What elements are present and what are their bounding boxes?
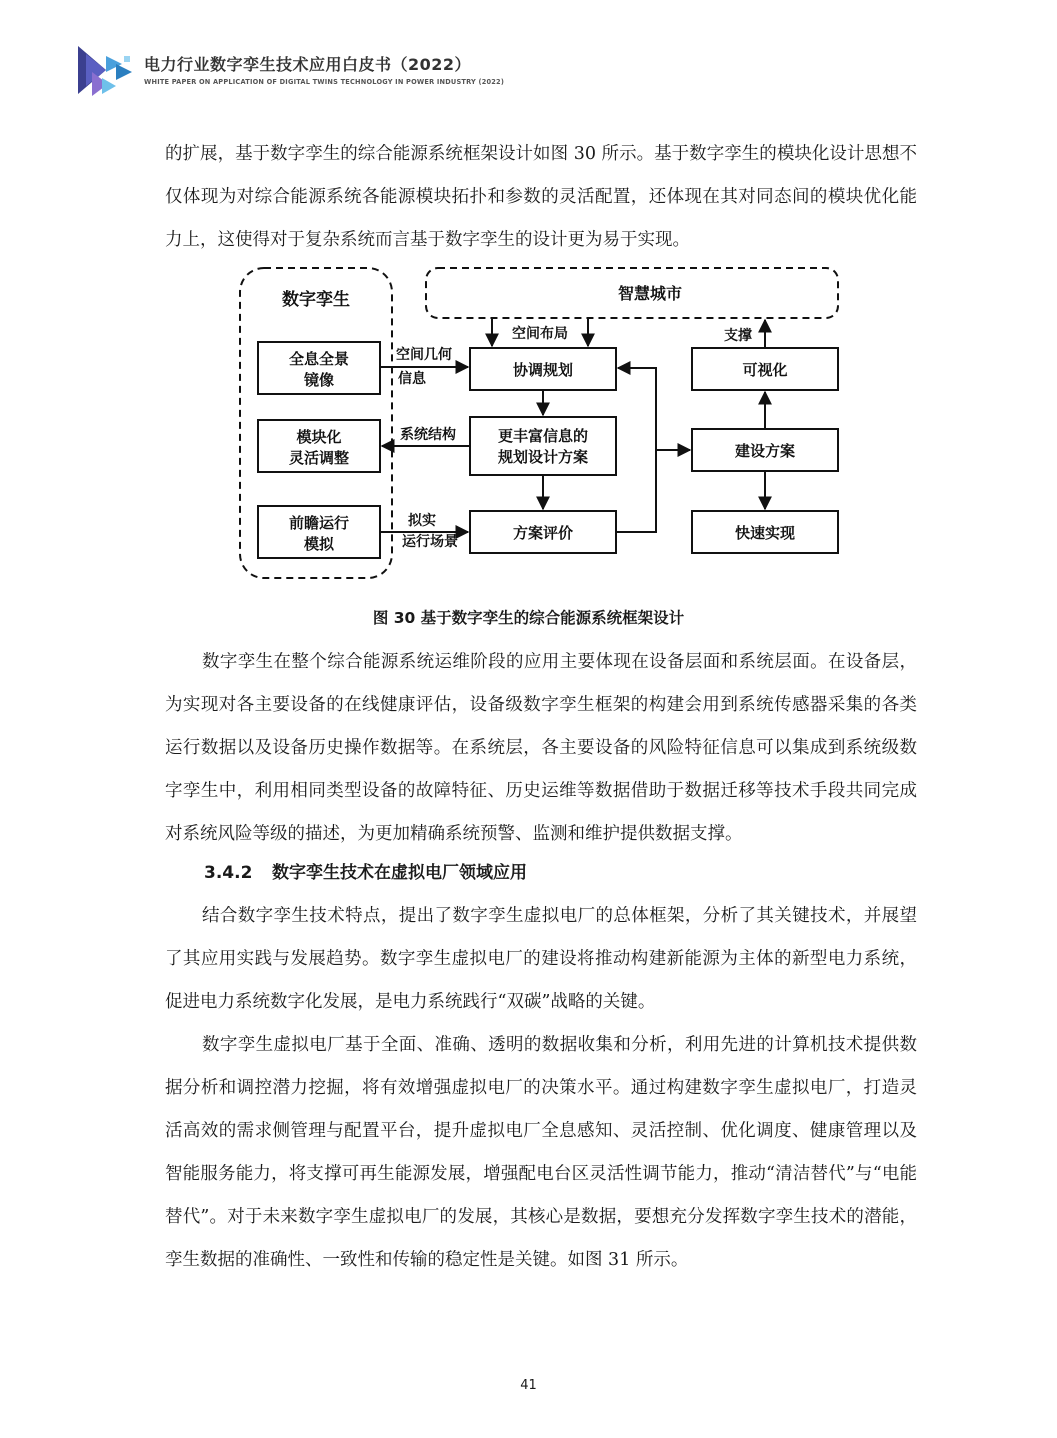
label-spatial-layout: 空间布局 [512, 326, 568, 342]
twin-box3-line2: 模拟 [303, 535, 335, 553]
label-spatial-geometry-1: 空间几何 [396, 347, 452, 363]
svg-text:建设方案: 建设方案 [734, 442, 796, 460]
paragraph-maintenance: 数字孪生在整个综合能源系统运维阶段的应用主要体现在设备层面和系统层面。在设备层，为实现对各主要设备的在线健康评估，设备级数字孪生框架的构建会用到系统传感器采集的各类运行数据以及设备历史操作数据等。在系统层，各主要设备的风险特征信息可以集成到系统级数字孪生中，利用相同类型设备的故障特征、历史运维等数据借助于数据迁移等技术手段共同完成对系统风险等级的描述，为更加精确系统预警、监测和维护提供数据支撑。 [165, 652, 917, 844]
section-title: 数字孪生技术在虚拟电厂领域应用 [272, 863, 527, 883]
section-number: 3.4.2 [204, 863, 253, 883]
label-system-structure: 系统结构 [400, 427, 456, 443]
box-coordinated-planning [470, 348, 616, 390]
box-richer-plan [470, 417, 616, 475]
section-heading [204, 858, 527, 883]
twin-box3-line1: 前瞻运行 [288, 514, 350, 532]
paragraph-intro: 的扩展，基于数字孪生的综合能源系统框架设计如图 30 所示。基于数字孪生的模块化设计思想不仅体现为对综合能源系统各能源模块拓扑和参数的灵活配置，还体现在其对同态间的模块优化能力上，这使得对于复杂系统而言基于数字孪生的设计更为易于实现。 [165, 144, 917, 250]
figure-caption: 图 30 基于数字孪生的综合能源系统框架设计 [372, 609, 685, 627]
svg-text:方案评价: 方案评价 [512, 524, 574, 542]
box-plan-evaluation [470, 511, 616, 553]
framework-diagram [230, 262, 842, 588]
box-visualization [692, 348, 838, 390]
whitepaper-logo [72, 42, 136, 98]
header-subtitle: WHITE PAPER ON APPLICATION OF DIGITAL TWINS TECHNOLOGY IN POWER INDUSTRY (2022) [144, 78, 505, 86]
svg-text:更丰富信息的: 更丰富信息的 [497, 427, 589, 445]
svg-text:可视化: 可视化 [742, 361, 788, 379]
label-support: 支撑 [724, 328, 752, 344]
paragraph-vpp-data: 数字孪生虚拟电厂基于全面、准确、透明的数据收集和分析，利用先进的计算机技术提供数据分析和调控潜力挖掘，将有效增强虚拟电厂的决策水平。通过构建数字孪生虚拟电厂，打造灵活高效的需求侧管理与配置平台，提升虚拟电厂全息感知、灵活控制、优化调度、健康管理以及智能服务能力，将支撑可再生能源发展，增强配电台区灵活性调节能力，推动“清洁替代”与“电能替代”。对于未来数字孪生虚拟电厂的发展，其核心是数据，要想充分发挥数字孪生技术的潜能，孪生数据的准确性、一致性和传输的稳定性是关键。如图 31 所示。 [165, 1035, 917, 1270]
twin-box2-line2: 灵活调整 [288, 449, 350, 467]
city-title: 智慧城市 [617, 284, 683, 303]
page-header [72, 42, 592, 100]
header-title: 电力行业数字孪生技术应用白皮书（2022） [144, 55, 472, 74]
page-number: 41 [520, 1378, 537, 1393]
paragraph-vpp-framework: 结合数字孪生技术特点，提出了数字孪生虚拟电厂的总体框架，分析了其关键技术，并展望了其应用实践与发展趋势。数字孪生虚拟电厂的建设将推动构建新能源为主体的新型电力系统，促进电力系统数字化发展，是电力系统践行“双碳”战略的关键。 [165, 906, 917, 1012]
label-simulated-scenario-2: 运行场景 [402, 534, 458, 550]
twin-box1-line1: 全息全景 [288, 350, 350, 368]
svg-text:规划设计方案: 规划设计方案 [497, 448, 589, 466]
twin-box-forward-simulation [258, 506, 380, 558]
box-fast-realization [692, 511, 838, 553]
twin-box2-line1: 模块化 [296, 428, 342, 446]
twin-group-title: 数字孪生 [282, 290, 350, 310]
svg-text:协调规划: 协调规划 [512, 361, 574, 379]
label-simulated-scenario-1: 拟实 [408, 513, 436, 529]
twin-box1-line2: 镜像 [303, 371, 335, 389]
label-spatial-geometry-2: 信息 [398, 371, 426, 387]
svg-text:快速实现: 快速实现 [734, 524, 796, 542]
twin-box-holographic-mirror [258, 342, 380, 394]
twin-box-modular-adjustment [258, 420, 380, 472]
box-construction-plan [692, 429, 838, 471]
